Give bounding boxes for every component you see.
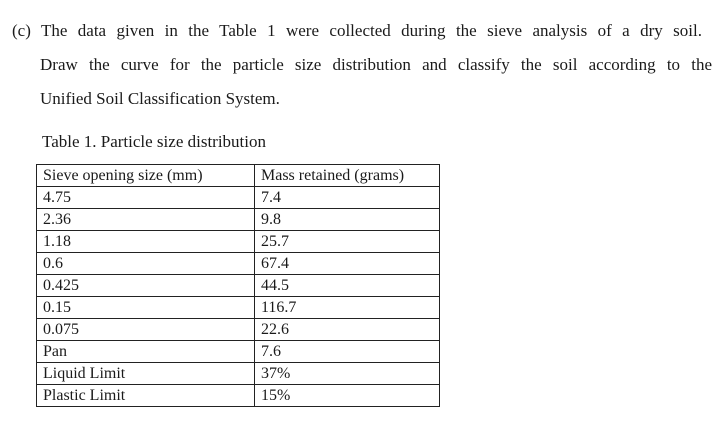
table-row xyxy=(37,253,440,275)
table-cell: 2.36 xyxy=(37,209,255,231)
table-row xyxy=(37,363,440,385)
table-cell: 0.6 xyxy=(37,253,255,275)
table-cell: 7.6 xyxy=(255,341,440,363)
table-cell: 4.75 xyxy=(37,187,255,209)
table-row xyxy=(37,341,440,363)
table-cell: 7.4 xyxy=(255,187,440,209)
table-cell: Pan xyxy=(37,341,255,363)
table-cell: 1.18 xyxy=(37,231,255,253)
table-cell: Liquid Limit xyxy=(37,363,255,385)
table-cell: 15% xyxy=(255,385,440,407)
table-row xyxy=(37,275,440,297)
question-text xyxy=(12,14,712,116)
header-mass-retained: Mass retained (grams) xyxy=(255,165,440,187)
table-cell: 0.15 xyxy=(37,297,255,319)
header-sieve-opening: Sieve opening size (mm) xyxy=(37,165,255,187)
table-row xyxy=(37,187,440,209)
table-cell: 44.5 xyxy=(255,275,440,297)
question-line-3: Unified Soil Classification System. xyxy=(40,89,280,108)
particle-size-table xyxy=(36,164,440,407)
table-row xyxy=(37,209,440,231)
table-cell: Plastic Limit xyxy=(37,385,255,407)
table-cell: 0.425 xyxy=(37,275,255,297)
table-cell: 9.8 xyxy=(255,209,440,231)
table-cell: 67.4 xyxy=(255,253,440,275)
table-cell: 116.7 xyxy=(255,297,440,319)
table-cell: 37% xyxy=(255,363,440,385)
table-cell: 25.7 xyxy=(255,231,440,253)
table-row xyxy=(37,231,440,253)
table-caption: Table 1. Particle size distribution xyxy=(42,132,267,151)
table-cell: 0.075 xyxy=(37,319,255,341)
question-line-2: Draw the curve for the particle size distribution and classify the soil according to the xyxy=(40,55,712,74)
question-line-1: (c) The data given in the Table 1 were collected during the sieve analysis of a dry soil. xyxy=(12,21,702,40)
table-row xyxy=(37,385,440,407)
table-row xyxy=(37,319,440,341)
table-header-row xyxy=(37,165,440,187)
table-row xyxy=(37,297,440,319)
table-cell: 22.6 xyxy=(255,319,440,341)
